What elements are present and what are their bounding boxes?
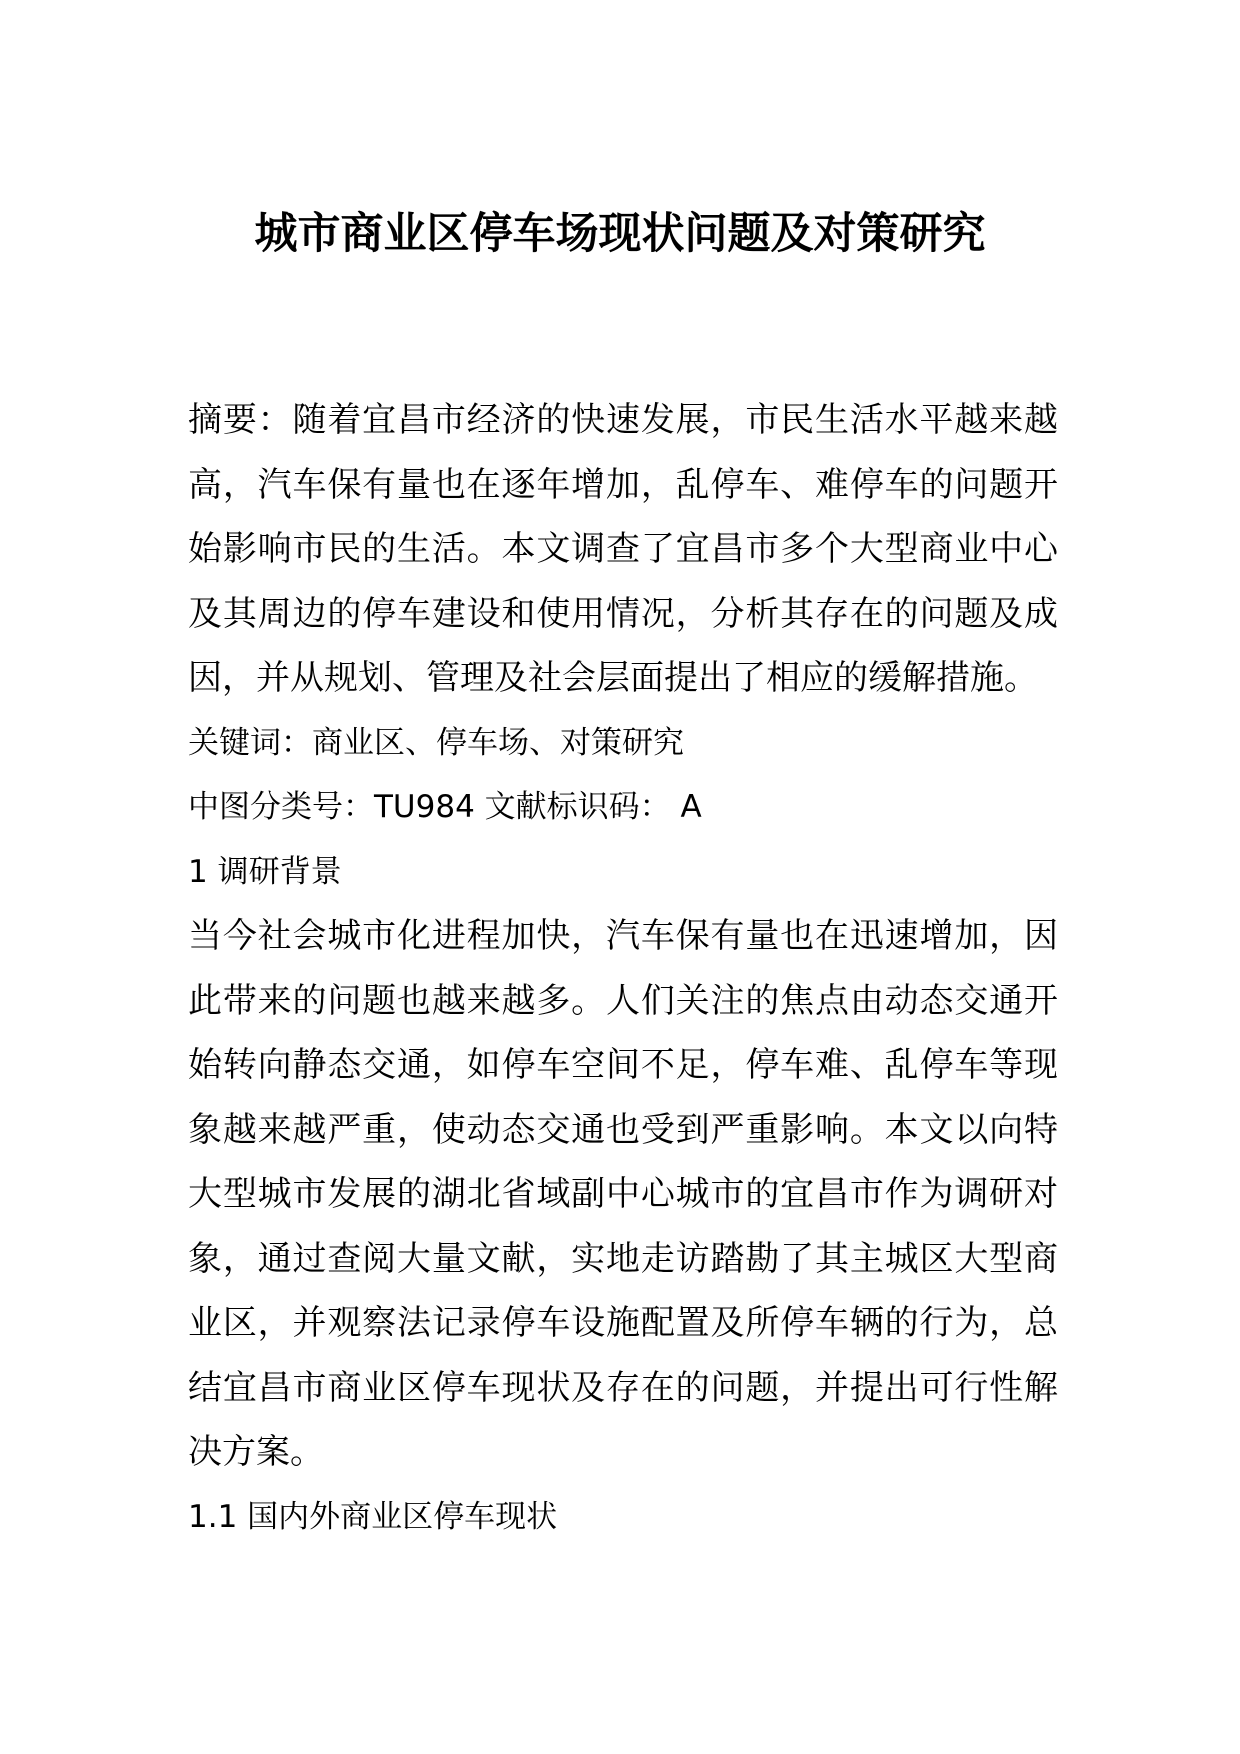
abstract-paragraph: 摘要：随着宜昌市经济的快速发展，市民生活水平越来越高，汽车保有量也在逐年增加，乱停车、难停车的问题开始影响市民的生活。本文调查了宜昌市多个大型商业中心及其周边的停车建设和使用情况，分析其存在的问题及成因，并从规划、管理及社会层面提出了相应的缓解措施。 [188, 400, 1058, 698]
document-title: 城市商业区停车场现状问题及对策研究 [254, 209, 986, 259]
keywords-line: 关键词：商业区、停车场、对策研究 [188, 724, 684, 761]
document-body [188, 388, 1058, 1549]
classification-line: 中图分类号：TU984 文献标识码： A [188, 789, 702, 825]
section-1-heading: 1 调研背景 [188, 853, 342, 890]
section-1-paragraph: 当今社会城市化进程加快，汽车保有量也在迅速增加，因此带来的问题也越来越多。人们关注的焦点由动态交通开始转向静态交通，如停车空间不足，停车难、乱停车等现象越来越严重，使动态交通也受到严重影响。本文以向特大型城市发展的湖北省域副中心城市的宜昌市作为调研对象，通过查阅大量文献，实地走访踏勘了其主城区大型商业区，并观察法记录停车设施配置及所停车辆的行为，总结宜昌市商业区停车现状及存在的问题，并提出可行性解决方案。 [188, 916, 1058, 1472]
section-1-1-heading: 1.1 国内外商业区停车现状 [188, 1498, 558, 1535]
